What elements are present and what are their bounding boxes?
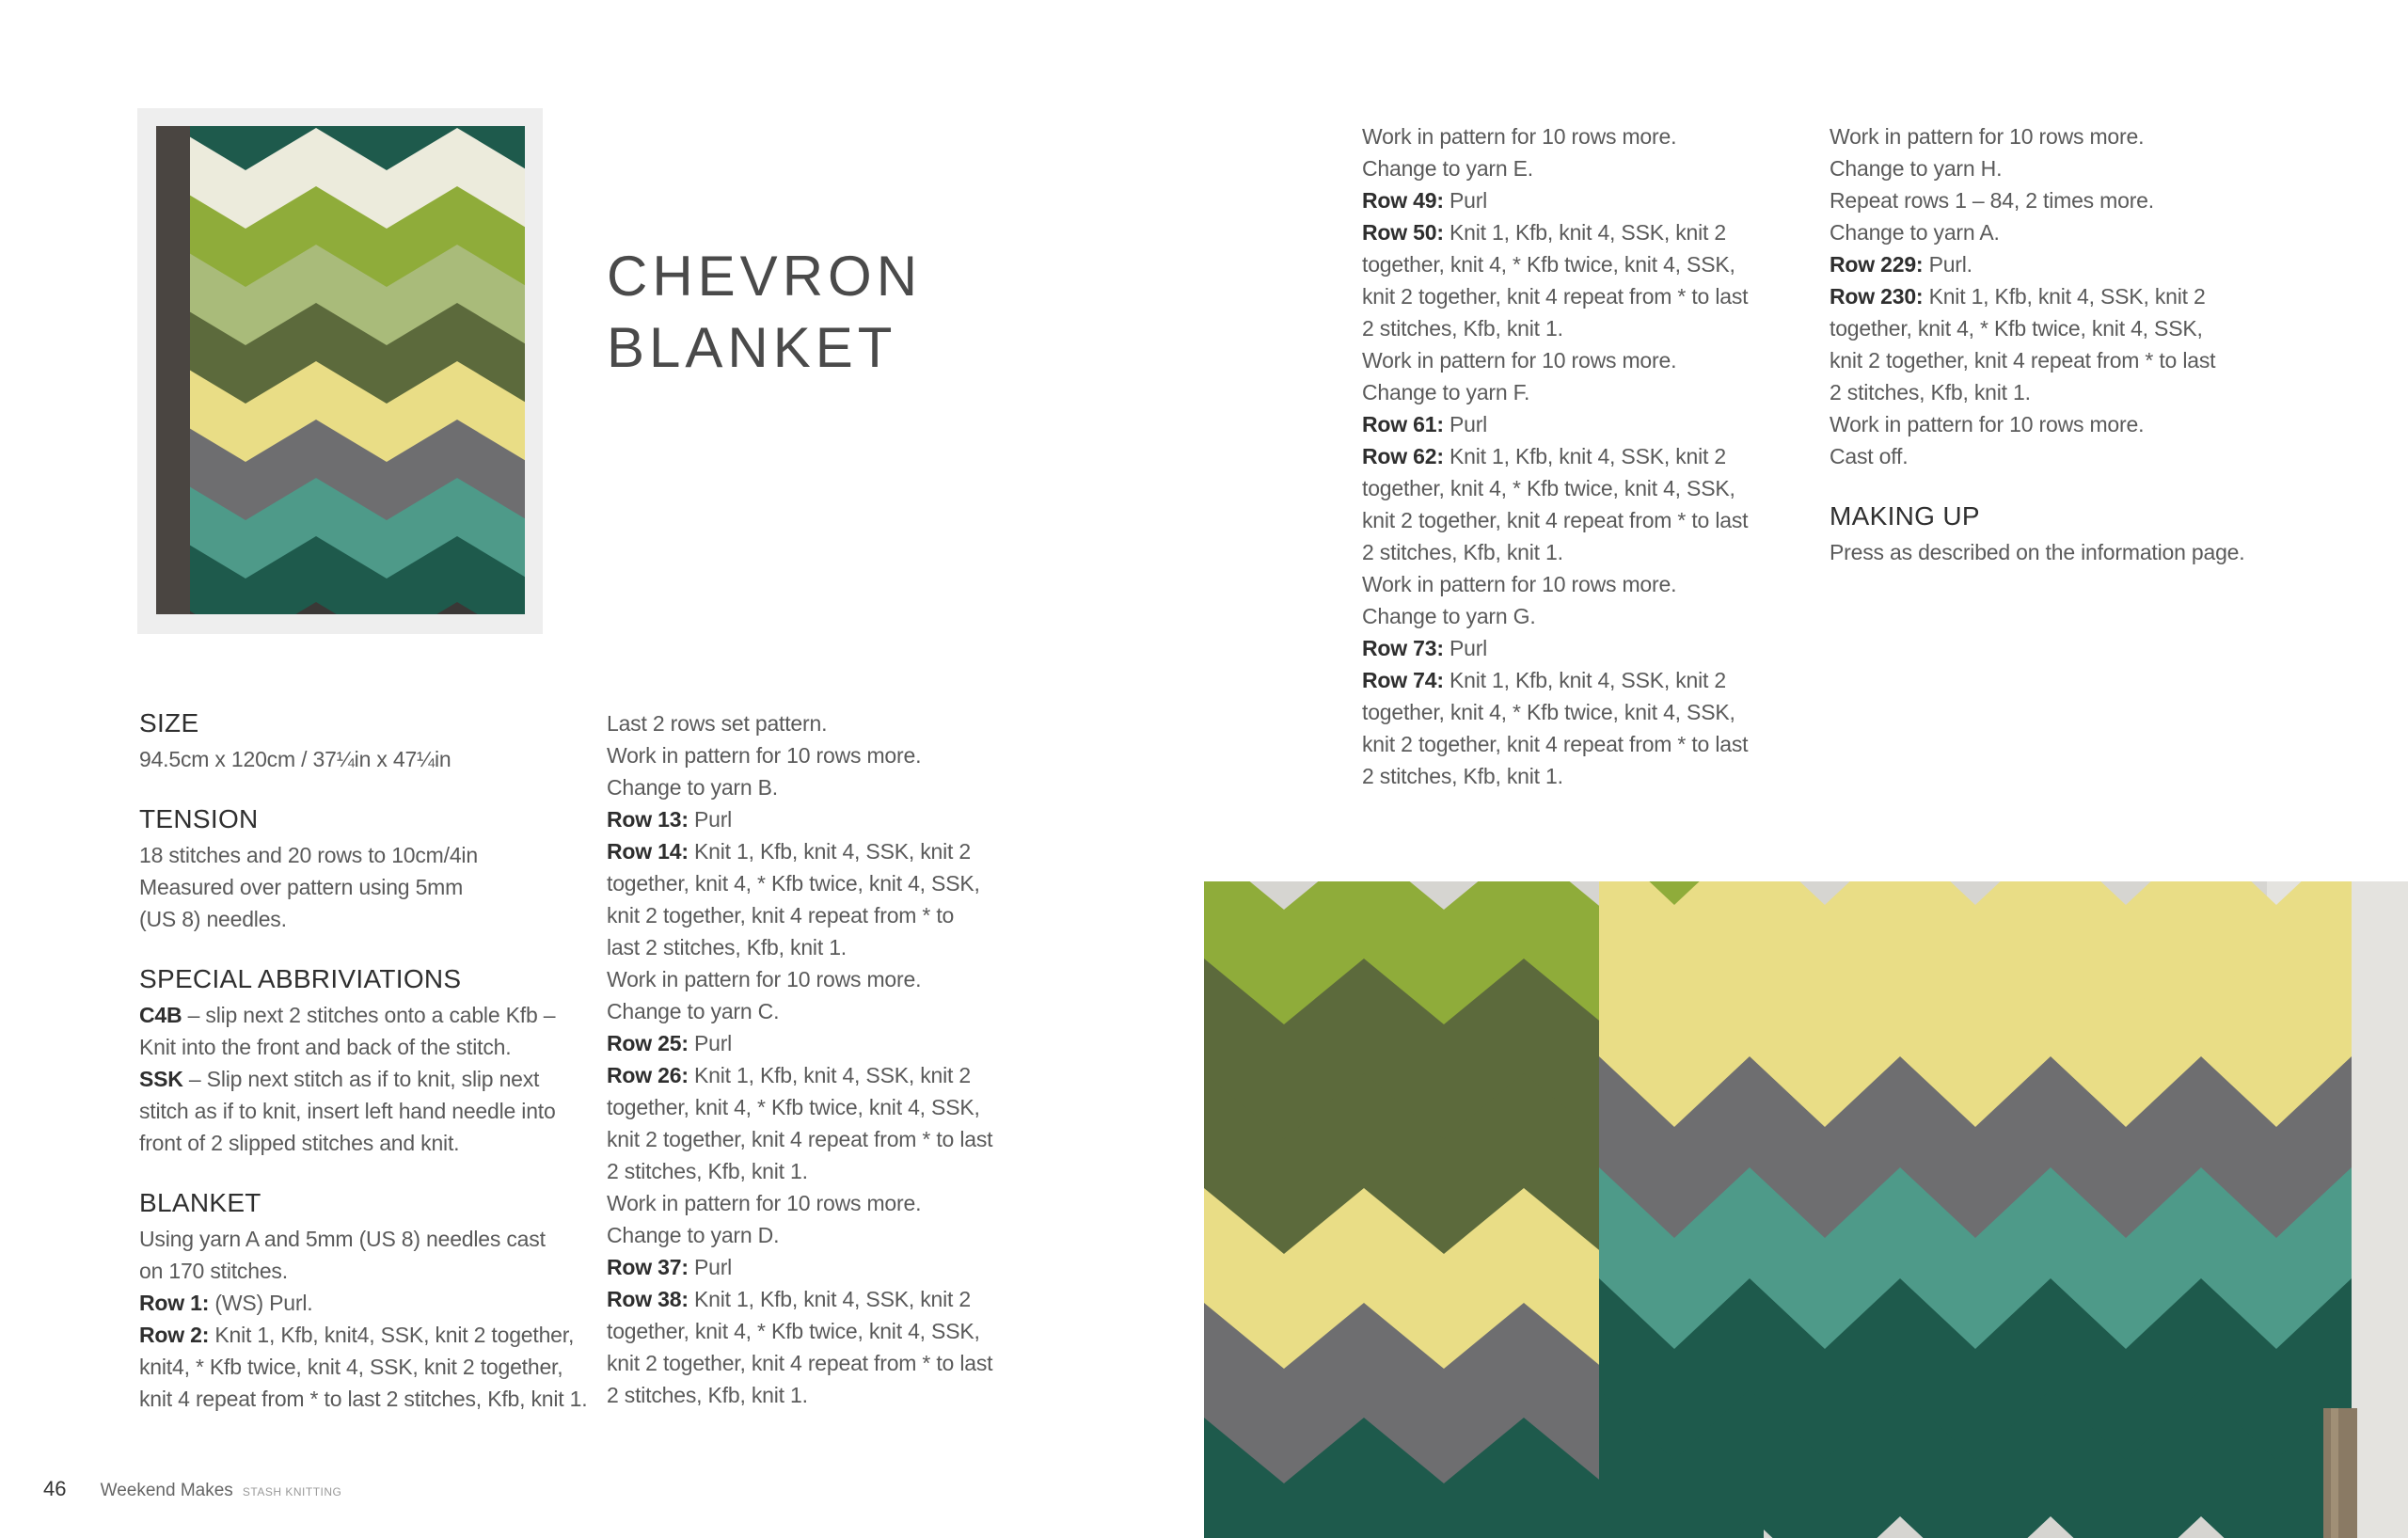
instruction-line: [1362, 664, 1748, 696]
instruction-line: [607, 1123, 992, 1155]
instruction-text: Using yarn A and 5mm (US 8) needles cast: [139, 1227, 546, 1251]
row-label: Row 26:: [607, 1063, 689, 1087]
instruction-line: [1362, 376, 1748, 408]
instruction-text: Knit 1, Kfb, knit 4, SSK, knit 2: [1443, 444, 1727, 468]
instruction-text: 2 stitches, Kfb, knit 1.: [607, 1159, 808, 1183]
instruction-text: 2 stitches, Kfb, knit 1.: [607, 1383, 808, 1407]
instruction-text: 2 stitches, Kfb, knit 1.: [1362, 540, 1563, 564]
instruction-line: [1362, 408, 1748, 440]
instruction-line: [607, 803, 992, 835]
instruction-text: Knit 1, Kfb, knit 4, SSK, knit 2: [688, 1287, 972, 1311]
column-3: [1362, 120, 1748, 792]
instruction-text: knit 2 together, knit 4 repeat from * to last: [1362, 732, 1749, 756]
instruction-line: [607, 867, 992, 899]
instruction-text: knit 2 together, knit 4 repeat from * to: [607, 903, 955, 928]
tension-heading: TENSION: [139, 804, 259, 833]
row-label: Row 73:: [1362, 636, 1444, 660]
row-label: Row 74:: [1362, 668, 1444, 692]
instruction-line: [139, 1063, 587, 1095]
instruction-line: [1362, 216, 1748, 248]
instruction-line: [1830, 408, 2244, 440]
row-label: Row 37:: [607, 1255, 689, 1279]
instruction-text: Work in pattern for 10 rows more.: [1362, 124, 1677, 149]
instruction-text: Work in pattern for 10 rows more.: [1830, 124, 2145, 149]
book-title: Weekend Makes: [100, 1481, 233, 1500]
column-4: [1830, 120, 2244, 568]
instruction-line: [1362, 280, 1748, 312]
instruction-line: [139, 1351, 587, 1383]
title-line-2: BLANKET: [607, 316, 897, 379]
instruction-text: Repeat rows 1 – 84, 2 times more.: [1830, 188, 2154, 213]
instruction-line: [1830, 344, 2244, 376]
instruction-text: knit 2 together, knit 4 repeat from * to last: [1362, 284, 1749, 309]
instruction-text: together, knit 4, * Kfb twice, knit 4, SSK,: [1362, 700, 1735, 724]
row-label: Row 2:: [139, 1323, 210, 1347]
blanket-photo-draped: [1204, 881, 2408, 1538]
instruction-text: Work in pattern for 10 rows more.: [607, 967, 922, 991]
instruction-text: Last 2 rows set pattern.: [607, 711, 828, 736]
instruction-text: Change to yarn H.: [1830, 156, 2003, 181]
instruction-text: Change to yarn F.: [1362, 380, 1530, 404]
instruction-line: [1362, 472, 1748, 504]
instruction-line: [1362, 760, 1748, 792]
tension-line: 18 stitches and 20 rows to 10cm/4in: [139, 843, 478, 867]
instruction-text: front of 2 slipped stitches and knit.: [139, 1131, 460, 1155]
instruction-line: [139, 1127, 587, 1159]
instruction-text: Purl: [1443, 412, 1488, 436]
instruction-text: Purl: [688, 1255, 733, 1279]
size-section: [139, 707, 587, 775]
instruction-text: Work in pattern for 10 rows more.: [607, 743, 922, 768]
instruction-line: [607, 835, 992, 867]
row-label: Row 230:: [1830, 284, 1924, 309]
instruction-text: Change to yarn G.: [1362, 604, 1536, 628]
instruction-text: on 170 stitches.: [139, 1259, 288, 1283]
instruction-text: together, knit 4, * Kfb twice, knit 4, SSK,: [1830, 316, 2203, 341]
instruction-line: [139, 1223, 587, 1255]
instruction-line: [1362, 152, 1748, 184]
instruction-text: Knit 1, Kfb, knit 4, SSK, knit 2: [688, 839, 972, 864]
instruction-text: (WS) Purl.: [209, 1291, 313, 1315]
instruction-line: [1830, 184, 2244, 216]
instruction-line: [607, 1091, 992, 1123]
row-label: Row 14:: [607, 839, 689, 864]
instruction-text: Change to yarn D.: [607, 1223, 780, 1247]
size-heading: SIZE: [139, 708, 199, 737]
instruction-line: [607, 1283, 992, 1315]
instruction-line: [1362, 600, 1748, 632]
instruction-text: Change to yarn C.: [607, 999, 780, 1023]
instruction-text: knit 2 together, knit 4 repeat from * to last: [607, 1127, 993, 1151]
instruction-line: [1830, 440, 2244, 472]
instruction-text: Purl: [1443, 636, 1488, 660]
instruction-text: last 2 stitches, Kfb, knit 1.: [607, 935, 847, 959]
instruction-line: [607, 1315, 992, 1347]
row-label: Row 61:: [1362, 412, 1444, 436]
instruction-text: – slip next 2 stitches onto a cable Kfb –: [182, 1003, 556, 1027]
page-footer: [43, 1477, 341, 1501]
instruction-line: [139, 1031, 587, 1063]
instruction-text: Change to yarn B.: [607, 775, 778, 800]
instruction-line: [1362, 248, 1748, 280]
row-label: Row 229:: [1830, 252, 1924, 277]
column-4-lines: [1830, 120, 2244, 472]
abbreviations-section: [139, 963, 587, 1159]
instruction-line: [1362, 312, 1748, 344]
instruction-line: [139, 1287, 587, 1319]
blanket-photo-folded: [156, 126, 525, 614]
instruction-text: Change to yarn E.: [1362, 156, 1533, 181]
instruction-line: [607, 739, 992, 771]
instruction-line: [139, 1383, 587, 1415]
instruction-line: [1830, 216, 2244, 248]
instruction-line: [1362, 728, 1748, 760]
making-up-text: Press as described on the information page.: [1830, 540, 2245, 564]
instruction-line: [607, 1187, 992, 1219]
blanket-lines: [139, 1223, 587, 1415]
tension-section: [139, 803, 587, 935]
row-label: Row 38:: [607, 1287, 689, 1311]
instruction-line: [607, 1027, 992, 1059]
instruction-text: stitch as if to knit, insert left hand needle into: [139, 1099, 556, 1123]
instruction-line: [139, 999, 587, 1031]
instruction-text: Purl: [1443, 188, 1488, 213]
instruction-text: Knit 1, Kfb, knit 4, SSK, knit 2: [688, 1063, 972, 1087]
making-up-section: [1830, 500, 2244, 568]
instruction-line: [1830, 120, 2244, 152]
instruction-line: [1362, 696, 1748, 728]
row-label: Row 1:: [139, 1291, 210, 1315]
title-line-1: CHEVRON: [607, 245, 923, 308]
row-label: Row 49:: [1362, 188, 1444, 213]
instruction-line: [607, 707, 992, 739]
instruction-line: [607, 1059, 992, 1091]
instruction-text: Knit into the front and back of the stitch.: [139, 1035, 512, 1059]
page-number: 46: [43, 1477, 67, 1500]
row-label: SSK: [139, 1067, 183, 1091]
instruction-text: Work in pattern for 10 rows more.: [1362, 572, 1677, 596]
instruction-line: [607, 1251, 992, 1283]
instruction-text: together, knit 4, * Kfb twice, knit 4, SSK,: [1362, 252, 1735, 277]
instruction-text: 2 stitches, Kfb, knit 1.: [1362, 764, 1563, 788]
pattern-title: [607, 241, 922, 384]
instruction-line: [1362, 568, 1748, 600]
instruction-line: [139, 1095, 587, 1127]
column-1: [139, 707, 587, 1443]
instruction-text: 2 stitches, Kfb, knit 1.: [1362, 316, 1563, 341]
instruction-line: [1362, 504, 1748, 536]
instruction-text: Knit 1, Kfb, knit 4, SSK, knit 2: [1443, 668, 1727, 692]
instruction-line: [607, 899, 992, 931]
instruction-text: together, knit 4, * Kfb twice, knit 4, SSK,: [607, 1095, 980, 1119]
instruction-line: [139, 1255, 587, 1287]
instruction-text: Knit 1, Kfb, knit 4, SSK, knit 2: [1923, 284, 2206, 309]
instruction-line: [1362, 120, 1748, 152]
making-up-heading: MAKING UP: [1830, 501, 1980, 531]
row-label: Row 13:: [607, 807, 689, 832]
instruction-text: Cast off.: [1830, 444, 1909, 468]
tension-line: (US 8) needles.: [139, 907, 287, 931]
row-label: C4B: [139, 1003, 182, 1027]
row-label: Row 25:: [607, 1031, 689, 1055]
instruction-line: [1830, 248, 2244, 280]
instruction-text: knit 2 together, knit 4 repeat from * to last: [607, 1351, 993, 1375]
instruction-text: knit4, * Kfb twice, knit 4, SSK, knit 2 together,: [139, 1355, 563, 1379]
ladder-post: [156, 126, 190, 614]
column-2: [607, 707, 992, 1411]
instruction-line: [607, 771, 992, 803]
instruction-line: [1362, 184, 1748, 216]
instruction-text: Work in pattern for 10 rows more.: [1362, 348, 1677, 373]
instruction-line: [607, 1347, 992, 1379]
instruction-line: [1830, 312, 2244, 344]
instruction-text: Change to yarn A.: [1830, 220, 2000, 245]
instruction-text: Work in pattern for 10 rows more.: [1830, 412, 2145, 436]
instruction-text: Purl: [688, 807, 733, 832]
instruction-line: [607, 1219, 992, 1251]
instruction-line: [607, 1379, 992, 1411]
instruction-text: Knit 1, Kfb, knit4, SSK, knit 2 together,: [209, 1323, 575, 1347]
instruction-line: [1362, 632, 1748, 664]
instruction-line: [607, 995, 992, 1027]
instruction-line: [607, 1155, 992, 1187]
instruction-line: [1362, 344, 1748, 376]
instruction-text: together, knit 4, * Kfb twice, knit 4, SSK,: [607, 1319, 980, 1343]
instruction-line: [1830, 376, 2244, 408]
abbreviations-heading: SPECIAL ABBRIVIATIONS: [139, 964, 462, 993]
instruction-line: [139, 1319, 587, 1351]
instruction-line: [607, 963, 992, 995]
instruction-text: Knit 1, Kfb, knit 4, SSK, knit 2: [1443, 220, 1727, 245]
book-subtitle: STASH KNITTING: [242, 1485, 342, 1498]
instruction-text: together, knit 4, * Kfb twice, knit 4, SSK,: [1362, 476, 1735, 500]
instruction-line: [1830, 280, 2244, 312]
instruction-text: together, knit 4, * Kfb twice, knit 4, SSK,: [607, 871, 980, 896]
instruction-text: Work in pattern for 10 rows more.: [607, 1191, 922, 1215]
instruction-text: knit 4 repeat from * to last 2 stitches, Kfb, knit 1.: [139, 1387, 588, 1411]
row-label: Row 62:: [1362, 444, 1444, 468]
row-label: Row 50:: [1362, 220, 1444, 245]
blanket-section: [139, 1187, 587, 1415]
instruction-line: [1830, 152, 2244, 184]
instruction-line: [607, 931, 992, 963]
instruction-text: knit 2 together, knit 4 repeat from * to last: [1362, 508, 1749, 532]
instruction-line: [1362, 536, 1748, 568]
instruction-text: knit 2 together, knit 4 repeat from * to last: [1830, 348, 2216, 373]
instruction-text: 2 stitches, Kfb, knit 1.: [1830, 380, 2031, 404]
blanket-heading: BLANKET: [139, 1188, 261, 1217]
instruction-line: [1362, 440, 1748, 472]
size-text: 94.5cm x 120cm / 37¼in x 47¼in: [139, 747, 452, 771]
instruction-text: Purl: [688, 1031, 733, 1055]
instruction-text: – Slip next stitch as if to knit, slip next: [182, 1067, 540, 1091]
abbreviations-lines: [139, 999, 587, 1159]
instruction-text: Purl.: [1923, 252, 1972, 277]
tension-line: Measured over pattern using 5mm: [139, 875, 464, 899]
